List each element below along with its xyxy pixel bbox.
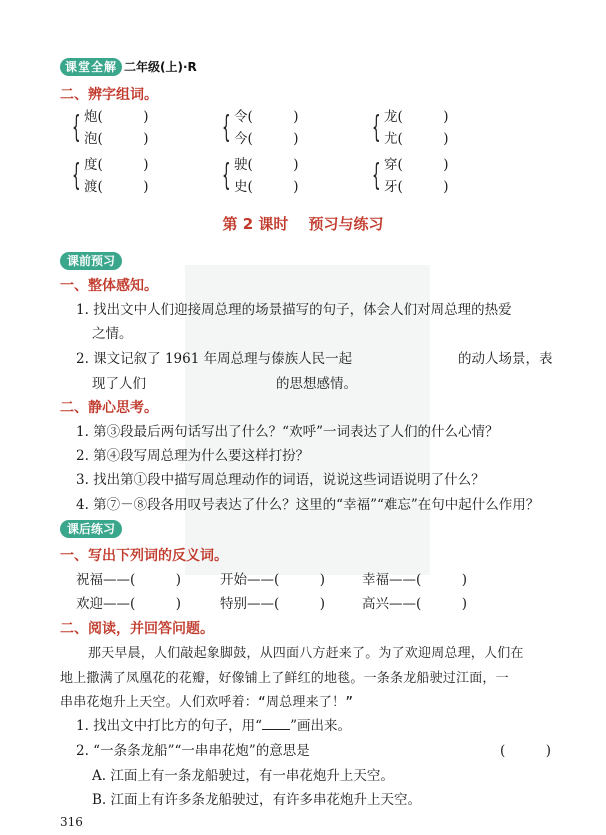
lesson-title [0,213,606,235]
passage-line: 串串花炮升上天空。人们欢呼着：“周总理来了！” [60,695,354,710]
word-pair-1a: 炮( ) [84,109,149,125]
practice-badge: 课后练习 [60,520,122,538]
question-think-3: 3. 找出第①段中描写周总理动作的词语，说说这些词语说明了什么？ [76,472,485,488]
section-title-think: 二、静心思考。 [60,400,158,416]
underline-blank [262,717,290,730]
word-pair-6a: 穿( ) [384,157,449,173]
antonym-item: 开始——( ) [220,572,326,588]
brace-icon: { [72,158,81,193]
lesson-name: 预习与练习 [308,215,384,233]
reading-question-2-answer-paren: ( ) [500,743,552,759]
lesson-number: 第 2 课时 [222,215,289,233]
word-pair-5a: 驶( ) [234,157,299,173]
question-think-2: 2. 第④段写周总理为什么要这样打扮？ [76,448,310,464]
antonym-item: 幸福——( ) [362,572,468,588]
section-title-reading: 二、阅读，并回答问题。 [60,621,214,637]
word-pair-1b: 泡( ) [84,131,149,147]
header-grade: 二年级(上)·R [124,60,197,74]
question-overall-2-line2a: 现了人们 [92,376,146,392]
antonym-item: 特别——( ) [220,596,326,612]
reading-question-1 [76,716,351,736]
word-pair-3b: 尤( ) [384,131,449,147]
section-title-antonyms: 一、写出下列词的反义词。 [60,548,228,564]
option-b: B. 江面上有许多条龙船驶过，有许多串花炮升上天空。 [92,792,422,808]
question-think-1: 1. 第③段最后两句话写出了什么？“欢呼”一词表达了人们的什么心情？ [76,424,499,440]
reading-question-1-end: ”画出来。 [290,718,351,734]
brace-icon: { [372,110,381,145]
word-pair-2a: 令( ) [234,109,299,125]
word-pair-3a: 龙( ) [384,109,449,125]
brace-icon: { [372,158,381,193]
word-pair-5b: 史( ) [234,179,299,195]
header-badge: 课堂全解 [60,58,122,76]
option-a: A. 江面上有一条龙船驶过，有一串花炮升上天空。 [92,768,394,784]
reading-question-2: 2. “一条条龙船”“一串串花炮”的意思是 [76,743,310,759]
question-overall-2-line1a: 2. 课文记叙了 1961 年周总理与傣族人民一起 [76,351,353,367]
section-title-overall: 一、整体感知。 [60,278,158,294]
brace-icon: { [222,110,231,145]
passage-line: 那天早晨，人们敲起象脚鼓，从四面八方赶来了。为了欢迎周总理，人们在 [88,646,524,661]
word-pair-2b: 今( ) [234,131,299,147]
antonym-item: 祝福——( ) [76,572,182,588]
question-overall-2-line1b: 的动人场景，表 [458,351,553,367]
word-pair-4b: 渡( ) [84,179,149,195]
antonym-item: 高兴——( ) [362,596,468,612]
brace-icon: { [222,158,231,193]
question-overall-2-line2b: 的思想感情。 [276,376,357,392]
preview-badge: 课前预习 [60,252,122,270]
section-title-distinguish: 二、辨字组词。 [60,87,158,103]
word-pair-6b: 牙( ) [384,179,449,195]
antonym-item: 欢迎——( ) [76,596,182,612]
question-overall-1-line2: 之情。 [92,326,133,342]
word-pair-4a: 度( ) [84,157,149,173]
brace-icon: { [72,110,81,145]
passage-line: 地上撒满了凤凰花的花瓣，好像铺上了鲜红的地毯。一条条龙船驶过江面，一 [60,671,509,686]
question-overall-1-line1: 1. 找出文中人们迎接周总理的场景描写的句子，体会人们对周总理的热爱 [76,302,512,318]
reading-question-1-start: 1. 找出文中打比方的句子，用“ [76,718,263,734]
question-think-4: 4. 第⑦－⑧段各用叹号表达了什么？这里的“幸福”“难忘”在句中起什么作用？ [76,497,540,513]
page-number: 316 [60,815,83,829]
